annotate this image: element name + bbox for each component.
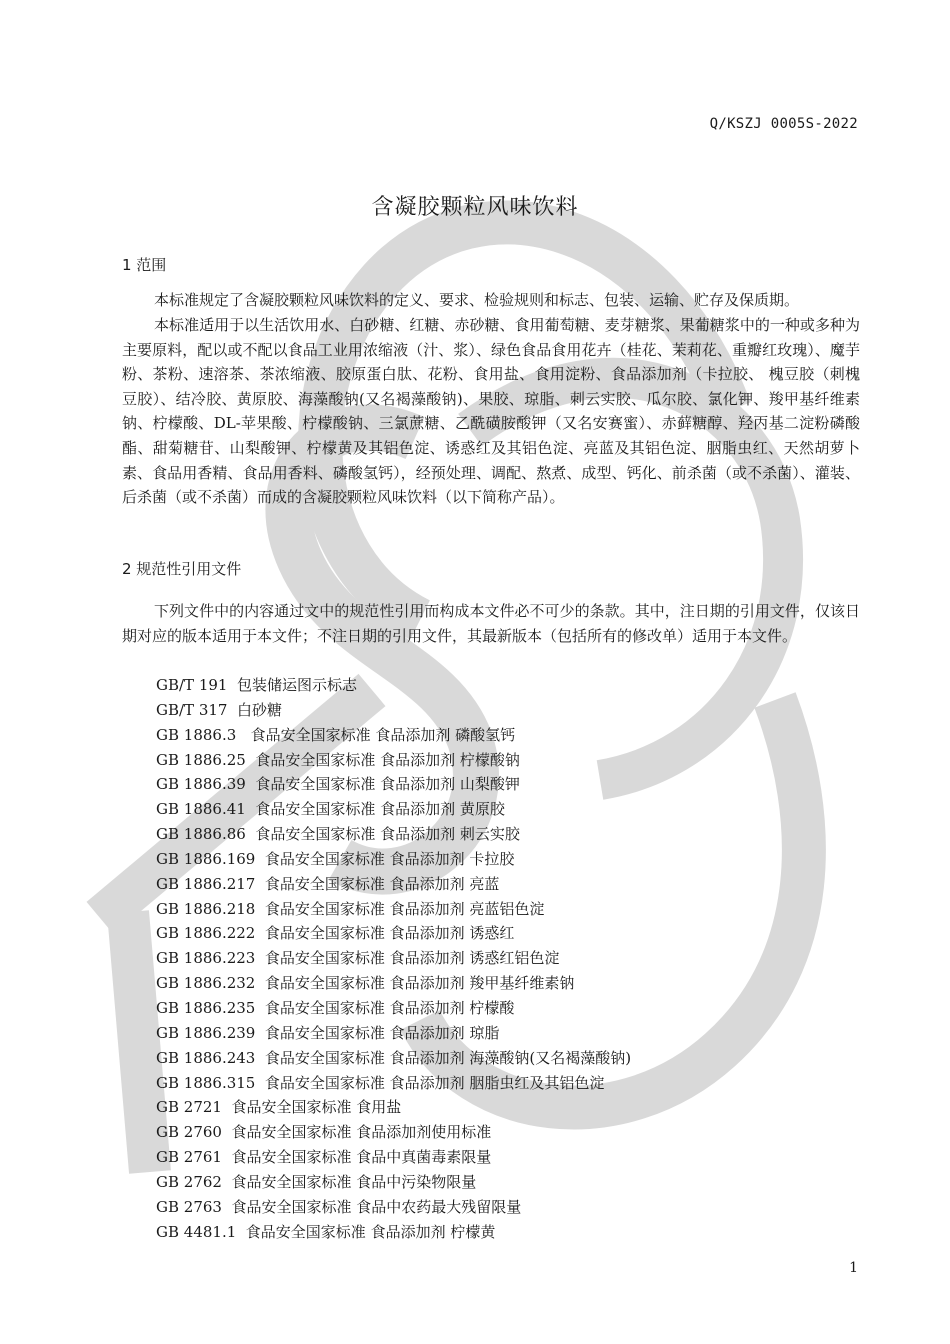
reference-item: GB 1886.25 食品安全国家标准 食品添加剂 柠檬酸钠 [156, 750, 520, 769]
reference-item: GB 4481.1 食品安全国家标准 食品添加剂 柠檬黄 [156, 1222, 496, 1241]
reference-item: GB 2721 食品安全国家标准 食用盐 [156, 1098, 402, 1117]
reference-item: GB 1886.222 食品安全国家标准 食品添加剂 诱惑红 [156, 924, 515, 943]
reference-item: GB 1886.3 食品安全国家标准 食品添加剂 磷酸氢钙 [156, 725, 516, 744]
reference-item: GB 2760 食品安全国家标准 食品添加剂使用标准 [156, 1123, 492, 1142]
section-2-intro: 下列文件中的内容通过文中的规范性引用而构成本文件必不可少的条款。其中，注日期的引用文件，仅该日期对应的版本适用于本文件；不注日期的引用文件，其最新版本（包括所有的修改单）适用于本文件。 [122, 602, 860, 645]
section-1-paragraph-2: 本标准适用于以生活饮用水、白砂糖、红糖、赤砂糖、食用葡萄糖、麦芽糖浆、果葡糖浆中的一种或多种为主要原料，配以或不配以食品工业用浓缩液（汁、浆）、绿色食品食用花卉（桂花、茉莉花、重瓣红玫瑰）、魔芋粉、茶粉、速溶茶、茶浓缩液、胶原蛋白肽、花粉、食用盐、食用淀粉、食品添加剂（卡拉胶、 槐豆胶（刺槐豆胶）、结冷胶、黄原胶、海藻酸钠(又名褐藻酸钠)、果胶、琼脂、刺云实胶、瓜尔胶、氯化钾、羧甲基纤维素钠、柠檬酸、DL-苹果酸、柠檬酸钠、三氯蔗糖、乙酰磺胺酸钾（又名安赛蜜）、赤藓糖醇、羟丙基二淀粉磷酸酯、甜菊糖苷、山梨酸钾、柠檬黄及其铝色淀、诱惑红及其铝色淀、亮蓝及其铝色淀、胭脂虫红、天然胡萝卜素、食品用香精、食品用香料、磷酸氢钙），经预处理、调配、熬煮、成型、钙化、前杀菌（或不杀菌）、灌装、后杀菌（或不杀菌）而成的含凝胶颗粒风味饮料（以下简称产品）。 [122, 316, 860, 507]
section-1-paragraph-1: 本标准规定了含凝胶颗粒风味饮料的定义、要求、检验规则和标志、包装、运输、贮存及保质期。 [154, 291, 800, 309]
reference-item: GB 1886.41 食品安全国家标准 食品添加剂 黄原胶 [156, 800, 505, 819]
document-title: 含凝胶颗粒风味饮料 [371, 195, 579, 220]
section-2-heading: 2 规范性引用文件 [122, 560, 242, 578]
reference-item: GB 1886.86 食品安全国家标准 食品添加剂 刺云实胶 [156, 825, 520, 844]
normative-references-list [156, 673, 631, 1244]
document-code: Q/KSZJ 0005S-2022 [709, 116, 858, 132]
reference-item: GB 1886.235 食品安全国家标准 食品添加剂 柠檬酸 [156, 998, 515, 1017]
reference-item: GB 2761 食品安全国家标准 食品中真菌毒素限量 [156, 1148, 492, 1167]
page-number: 1 [849, 1260, 858, 1276]
reference-item: GB 1886.315 食品安全国家标准 食品添加剂 胭脂虫红及其铝色淀 [156, 1073, 605, 1092]
reference-item: GB/T 317 白砂糖 [156, 700, 282, 719]
reference-item: GB 2762 食品安全国家标准 食品中污染物限量 [156, 1172, 477, 1191]
reference-item: GB 1886.169 食品安全国家标准 食品添加剂 卡拉胶 [156, 849, 515, 868]
reference-item: GB 1886.217 食品安全国家标准 食品添加剂 亮蓝 [156, 874, 500, 893]
reference-item: GB 1886.232 食品安全国家标准 食品添加剂 羧甲基纤维素钠 [156, 974, 575, 993]
reference-item: GB 1886.239 食品安全国家标准 食品添加剂 琼脂 [156, 1023, 500, 1042]
reference-item: GB 1886.243 食品安全国家标准 食品添加剂 海藻酸钠(又名褐藻酸钠) [156, 1048, 632, 1067]
reference-item: GB 1886.223 食品安全国家标准 食品添加剂 诱惑红铝色淀 [156, 949, 560, 968]
reference-item: GB 1886.218 食品安全国家标准 食品添加剂 亮蓝铝色淀 [156, 899, 545, 918]
reference-item: GB 2763 食品安全国家标准 食品中农药最大残留限量 [156, 1197, 522, 1216]
reference-item: GB/T 191 包装储运图示标志 [156, 676, 357, 694]
reference-item: GB 1886.39 食品安全国家标准 食品添加剂 山梨酸钾 [156, 775, 520, 794]
section-1-heading: 1 范围 [122, 256, 167, 274]
